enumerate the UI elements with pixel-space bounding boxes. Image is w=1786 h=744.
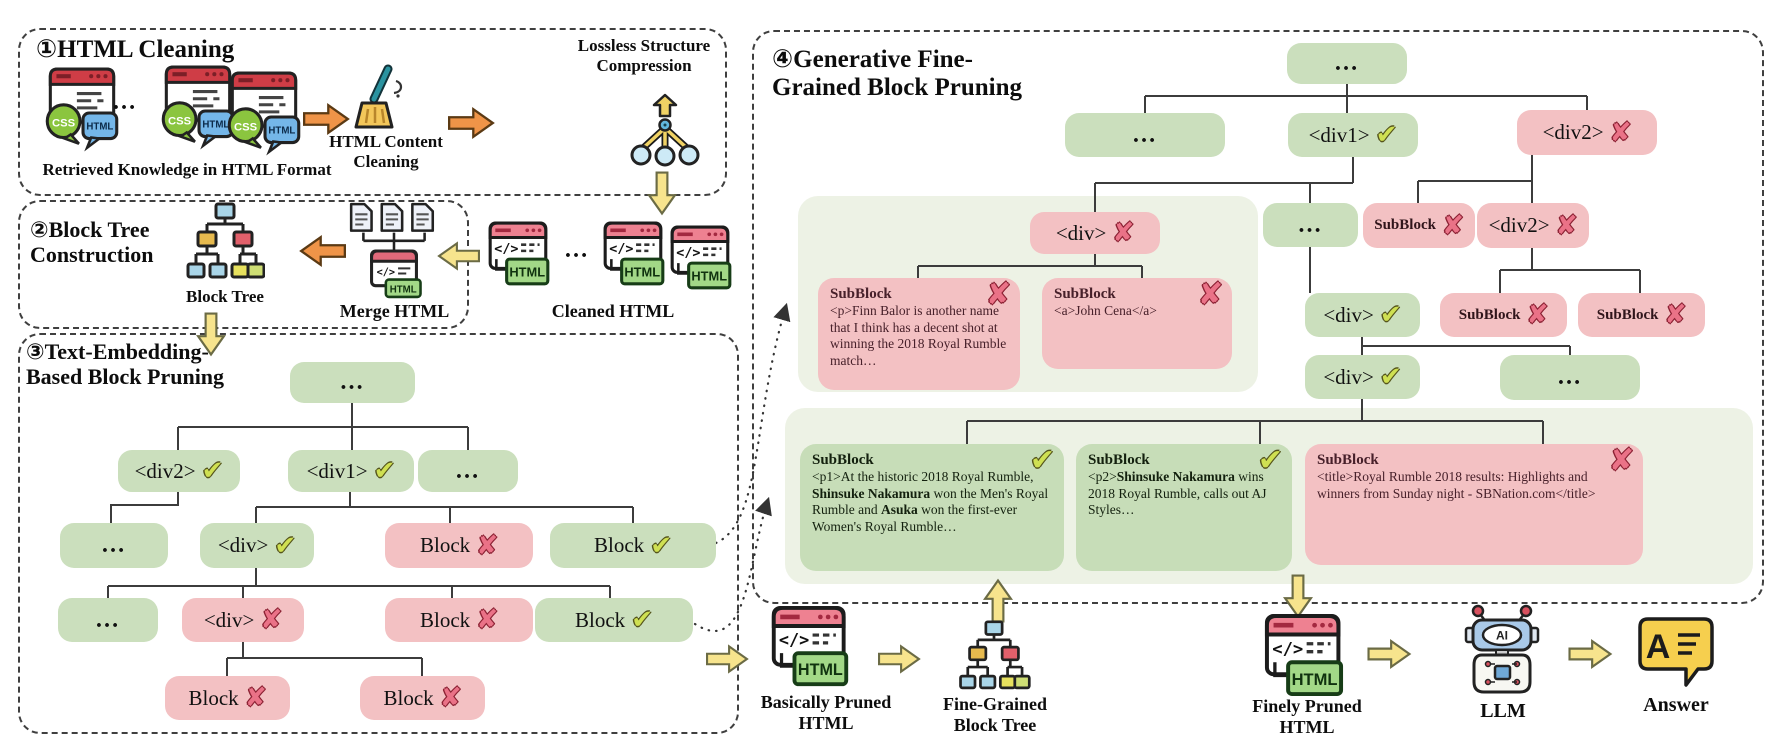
cross-icon: ✘ <box>1526 300 1549 329</box>
llm-label: LLM <box>1480 700 1526 722</box>
merge-html-icon <box>343 200 445 300</box>
tree4-div1-kept-node: <div1> ✔ <box>1288 113 1418 157</box>
tree3-div-pruned-node: <div> ✘ <box>182 598 304 642</box>
cleaned-html-label: Cleaned HTML <box>551 301 675 321</box>
ellipsis-cleaned: … <box>564 237 590 263</box>
tree3-div1-node: <div1> ✔ <box>288 450 414 492</box>
svg-text:HTML: HTML <box>202 119 230 131</box>
flow-arrow-right <box>303 104 349 134</box>
svg-text:</>: </> <box>1272 639 1304 660</box>
flow-arrow-up <box>984 579 1012 623</box>
webpage-css-html-icon <box>224 70 304 164</box>
tree4-ellipsis-node: … <box>1500 355 1640 400</box>
svg-text:</>: </> <box>609 241 634 257</box>
block-tree-icon <box>185 202 265 286</box>
section-2-title: ②Block Tree Construction <box>30 217 154 267</box>
cleaned-html-icon <box>488 220 550 290</box>
svg-text:HTML: HTML <box>268 125 296 137</box>
tree3-block-kept-node: Block ✔ <box>535 598 693 642</box>
llm-robot-icon <box>1456 602 1548 698</box>
section-1-title: ①HTML Cleaning <box>36 36 235 63</box>
svg-text:HTML: HTML <box>389 284 417 296</box>
tree4-ellipsis-node: … <box>1263 203 1358 247</box>
cross-icon: ✘ <box>476 605 498 634</box>
check-icon: ✔ <box>1379 362 1402 391</box>
svg-text:HTML: HTML <box>509 264 546 280</box>
flow-arrow-right <box>878 645 920 673</box>
retrieved-knowledge-label: Retrieved Knowledge in HTML Format <box>42 160 332 179</box>
tree3-root-node: … <box>290 362 415 403</box>
flow-arrow-right <box>448 108 494 138</box>
answer-label: Answer <box>1643 694 1709 716</box>
tree4-root-node: … <box>1287 43 1407 84</box>
check-icon: ✔ <box>274 530 297 560</box>
svg-text:</>: </> <box>494 241 519 257</box>
section-3-title: ③Text-Embedding- Based Block Pruning <box>26 339 225 389</box>
tree4-subblock-pruned-node: SubBlock ✘ <box>1440 293 1567 337</box>
cross-icon: ✘ <box>985 278 1011 311</box>
cross-icon: ✘ <box>1608 444 1634 477</box>
cross-icon: ✘ <box>476 530 498 560</box>
svg-text:</>: </> <box>778 629 810 650</box>
tree3-block-pruned-node: Block ✘ <box>385 598 533 642</box>
subblock-card-finn-balor: SubBlock <p>Finn Balor is another name that I think has a decent shot at winning the 2018 Royal Rumble match… ✘ <box>818 278 1020 390</box>
check-icon: ✔ <box>631 605 653 634</box>
check-icon: ✔ <box>373 456 396 485</box>
check-icon: ✔ <box>1379 300 1402 329</box>
subblock-card-text: <title>Royal Rumble 2018 results: Highlights and winners from Sunday night - SBNation.com</title> <box>1317 469 1596 501</box>
cross-icon: ✘ <box>1112 218 1135 247</box>
tree3-ellipsis-node: … <box>418 450 518 492</box>
structure-compression-icon <box>625 93 705 167</box>
tree4-div2-pruned-node: <div2> ✘ <box>1517 110 1657 155</box>
subblock-card-text: <p>Finn Balor is another name that I think has a decent shot at winning the 2018 Royal Rumble match… <box>830 303 1007 368</box>
tree3-ellipsis-node: … <box>58 598 158 642</box>
flow-arrow-down <box>648 171 676 215</box>
lossless-compression-label: Lossless Structure Compression <box>577 36 711 76</box>
cross-icon: ✘ <box>439 683 462 712</box>
flow-arrow-right <box>706 645 748 673</box>
tree4-div2-pruned-node: <div2> ✘ <box>1477 203 1589 248</box>
check-icon: ✔ <box>1375 120 1398 149</box>
tree3-block-pruned-node: Block ✘ <box>165 676 290 720</box>
subblock-card-p1-kept: SubBlock <p1>At the historic 2018 Royal Rumble, Shinsuke Nakamura won the Men's Royal Rumble and Asuka won the first-ever Women's Royal Rumble… ✔ <box>800 444 1064 571</box>
tree3-block-pruned-node: Block ✘ <box>360 676 485 720</box>
tree3-div2-node: <div2> ✔ <box>118 450 240 492</box>
tree4-subblock-pruned-node: SubBlock ✘ <box>1578 293 1705 337</box>
cross-icon: ✘ <box>1441 210 1464 240</box>
tree4-ellipsis-node: … <box>1065 113 1225 157</box>
svg-text:</>: </> <box>676 245 701 261</box>
subblock-card-p2-kept: SubBlock <p2>Shinsuke Nakamura wins 2018 Royal Rumble, calls out AJ Styles… ✔ <box>1076 444 1292 571</box>
check-icon: ✔ <box>201 456 224 485</box>
flow-arrow-right <box>1568 640 1612 668</box>
svg-text:AI: AI <box>1496 628 1508 643</box>
svg-text:CSS: CSS <box>234 121 258 134</box>
ellipsis-webdocs: … <box>112 89 138 115</box>
flow-arrow-left <box>438 242 480 270</box>
cleaned-html-icon <box>670 224 732 294</box>
check-icon: ✔ <box>1257 444 1283 477</box>
basically-pruned-html-icon <box>770 604 850 692</box>
finely-pruned-html-icon <box>1262 612 1346 702</box>
svg-text:HTML: HTML <box>624 264 661 280</box>
fine-grained-block-tree-label: Fine-Grained Block Tree <box>943 694 1047 736</box>
flow-arrow-right <box>1367 640 1411 668</box>
svg-text:A: A <box>1645 628 1671 666</box>
flow-arrow-left <box>300 236 346 266</box>
svg-text:</>: </> <box>376 267 396 279</box>
tree4-div-pruned-node: <div> ✘ <box>1030 212 1160 254</box>
broom-icon <box>348 64 406 134</box>
finely-pruned-label: Finely Pruned HTML <box>1252 696 1362 738</box>
html-content-cleaning-label: HTML Content Cleaning <box>329 132 443 172</box>
subblock-card-john-cena: SubBlock <a>John Cena</a> ✘ <box>1042 278 1232 369</box>
svg-text:HTML: HTML <box>1291 669 1338 689</box>
cross-icon: ✘ <box>1555 210 1578 240</box>
tree3-block-kept-node: Block ✔ <box>550 523 716 568</box>
tree3-block-pruned-node: Block ✘ <box>385 523 533 568</box>
tree4-subblock-pruned-node: SubBlock ✘ <box>1363 203 1475 248</box>
svg-text:CSS: CSS <box>168 115 192 128</box>
check-icon: ✔ <box>1029 444 1055 477</box>
subblock-card-text: <p2>Shinsuke Nakamura wins 2018 Royal Rumble, calls out AJ Styles… <box>1088 469 1267 518</box>
check-icon: ✔ <box>650 530 672 560</box>
subblock-card-text: <a>John Cena</a> <box>1054 303 1157 319</box>
block-tree-label: Block Tree <box>186 287 264 306</box>
subblock-card-text: <p1>At the historic 2018 Royal Rumble, Shinsuke Nakamura won the Men's Royal Rumble and Asuka won the first-ever Women's Royal Rumble… <box>812 469 1049 534</box>
answer-bubble-icon <box>1636 614 1716 690</box>
cross-icon: ✘ <box>1609 117 1632 147</box>
tree3-div-kept-node: <div> ✔ <box>200 523 314 568</box>
tree4-div-kept-node: <div> ✔ <box>1305 355 1420 399</box>
merge-html-label: Merge HTML <box>339 301 450 321</box>
tree4-div-kept-node: <div> ✔ <box>1305 293 1420 337</box>
svg-text:HTML: HTML <box>86 121 114 133</box>
cross-icon: ✘ <box>1664 300 1687 329</box>
section-4-title: ④Generative Fine- Grained Block Pruning <box>772 46 1023 101</box>
dotted-link-to-pruned-subtree <box>716 306 786 543</box>
cleaned-html-icon <box>603 220 665 290</box>
basically-pruned-label: Basically Pruned HTML <box>760 692 892 734</box>
svg-text:HTML: HTML <box>691 268 728 284</box>
subblock-card-title-pruned: SubBlock <title>Royal Rumble 2018 results: Highlights and winners from Sunday night - SBNation.com</title> ✘ <box>1305 444 1643 565</box>
cross-icon: ✘ <box>1197 278 1223 311</box>
svg-text:CSS: CSS <box>52 117 76 130</box>
fine-grained-block-tree-icon <box>955 620 1033 696</box>
tree3-ellipsis-node: … <box>60 523 168 568</box>
svg-text:HTML: HTML <box>797 661 843 680</box>
cross-icon: ✘ <box>260 605 283 634</box>
cross-icon: ✘ <box>244 683 267 712</box>
